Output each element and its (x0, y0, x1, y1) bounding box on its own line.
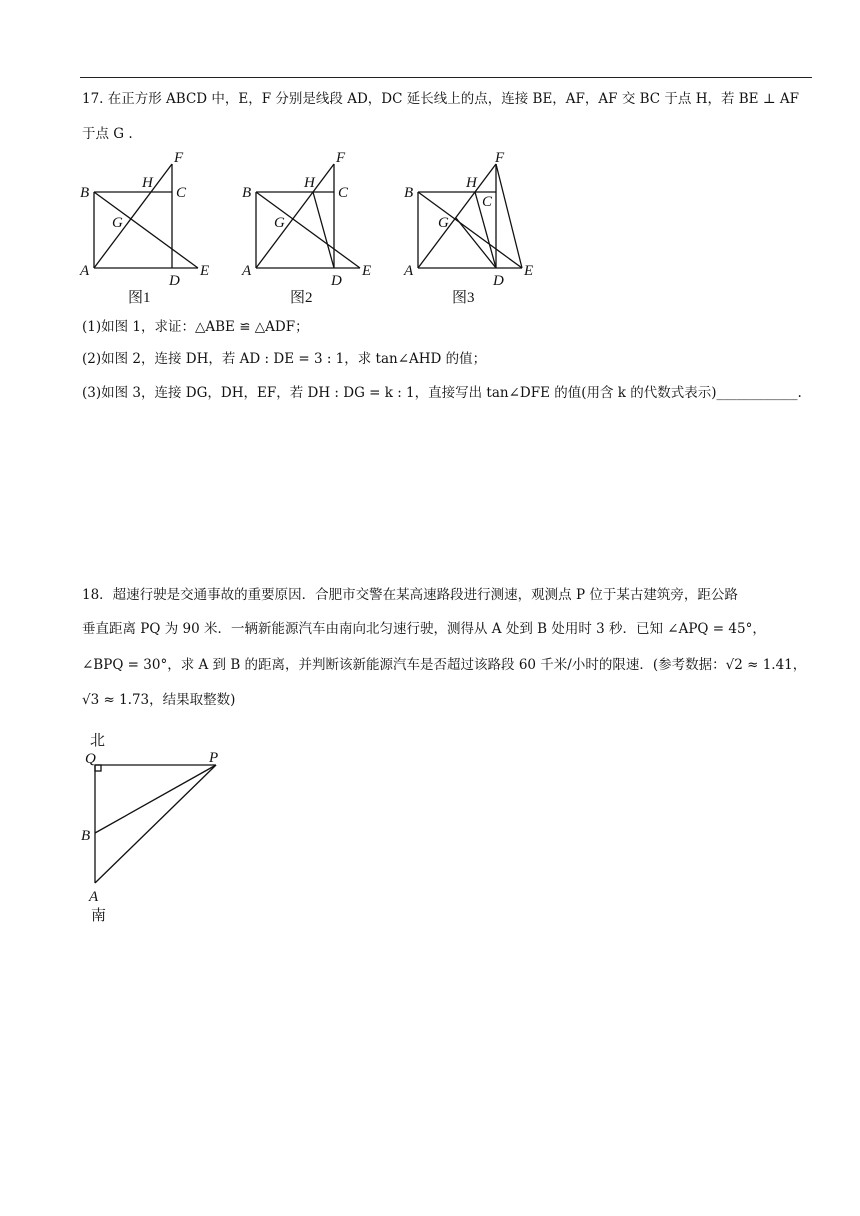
label-a: A (89, 889, 99, 905)
label-p: P (209, 750, 219, 766)
q18-line-3: ∠BPQ = 30°，求 A 到 B 的距离，并判断该新能源汽车是否超过该路段 60 千米/小时的限速．(参考数据：√2 ≈ 1.41， (82, 657, 807, 673)
fig1-label-g: G (112, 215, 123, 231)
fig3-label-g: G (438, 215, 449, 231)
fig2-label-a: A (242, 263, 252, 279)
q17-part-3: (3)如图 3，连接 DG，DH，EF，若 DH : DG = k : 1，直接写出 tan∠DFE 的值(用含 k 的代数式表示)____________. (82, 385, 802, 401)
fig2-label-g: G (274, 215, 285, 231)
fig2-label-b: B (242, 185, 252, 201)
fig1-label-b: B (80, 185, 90, 201)
q18-line-2: 垂直距离 PQ 为 90 米．一辆新能源汽车由南向北匀速行驶，测得从 A 处到 B 处用时 3 秒．已知 ∠APQ = 45°， (82, 621, 766, 637)
fig3-label-d: D (493, 273, 504, 289)
fig2-label-d: D (331, 273, 342, 289)
fig3-label-b: B (404, 185, 414, 201)
fig3-label-a: A (404, 263, 414, 279)
q18-line-4: √3 ≈ 1.73，结果取整数) (82, 692, 236, 708)
fig2-label-c: C (338, 185, 349, 201)
fig3-caption: 图3 (452, 290, 475, 306)
fig3-label-c: C (482, 194, 493, 210)
north-label: 北 (90, 733, 106, 749)
fig3-label-e: E (524, 263, 534, 279)
fig1-label-d: D (169, 273, 180, 289)
label-b: B (81, 828, 91, 844)
fig1-label-f: F (174, 150, 184, 166)
top-rule (80, 77, 812, 78)
q17-part-2: (2)如图 2，连接 DH，若 AD : DE = 3 : 1，求 tan∠AHD 的值； (82, 351, 487, 367)
right-angle-mark (95, 765, 101, 771)
fig1-label-e: E (200, 263, 210, 279)
q17-line-1: 17. 在正方形 ABCD 中，E，F 分别是线段 AD，DC 延长线上的点，连接 BE，AF，AF 交 BC 于点 H，若 BE ⊥ AF (82, 91, 799, 107)
q17-figures (78, 150, 548, 312)
fig1-label-h: H (142, 175, 153, 191)
fig2-label-e: E (362, 263, 372, 279)
q17-line-2: 于点 G . (82, 126, 133, 142)
fig3-label-f: F (495, 150, 505, 166)
south-label: 南 (91, 908, 107, 924)
fig1-label-a: A (80, 263, 90, 279)
q18-figure (78, 728, 258, 928)
fig1-caption: 图1 (128, 290, 151, 306)
fig2-caption: 图2 (290, 290, 313, 306)
fig2-label-f: F (336, 150, 346, 166)
q17-part-1: (1)如图 1，求证：△ABE ≌ △ADF； (82, 319, 309, 335)
label-q: Q (85, 751, 96, 767)
fig3-label-h: H (466, 175, 477, 191)
fig1-label-c: C (176, 185, 187, 201)
fig2-label-h: H (304, 175, 315, 191)
q18-line-1: 18．超速行驶是交通事故的重要原因．合肥市交警在某高速路段进行测速，观测点 P 位于某古建筑旁，距公路 (82, 587, 738, 603)
